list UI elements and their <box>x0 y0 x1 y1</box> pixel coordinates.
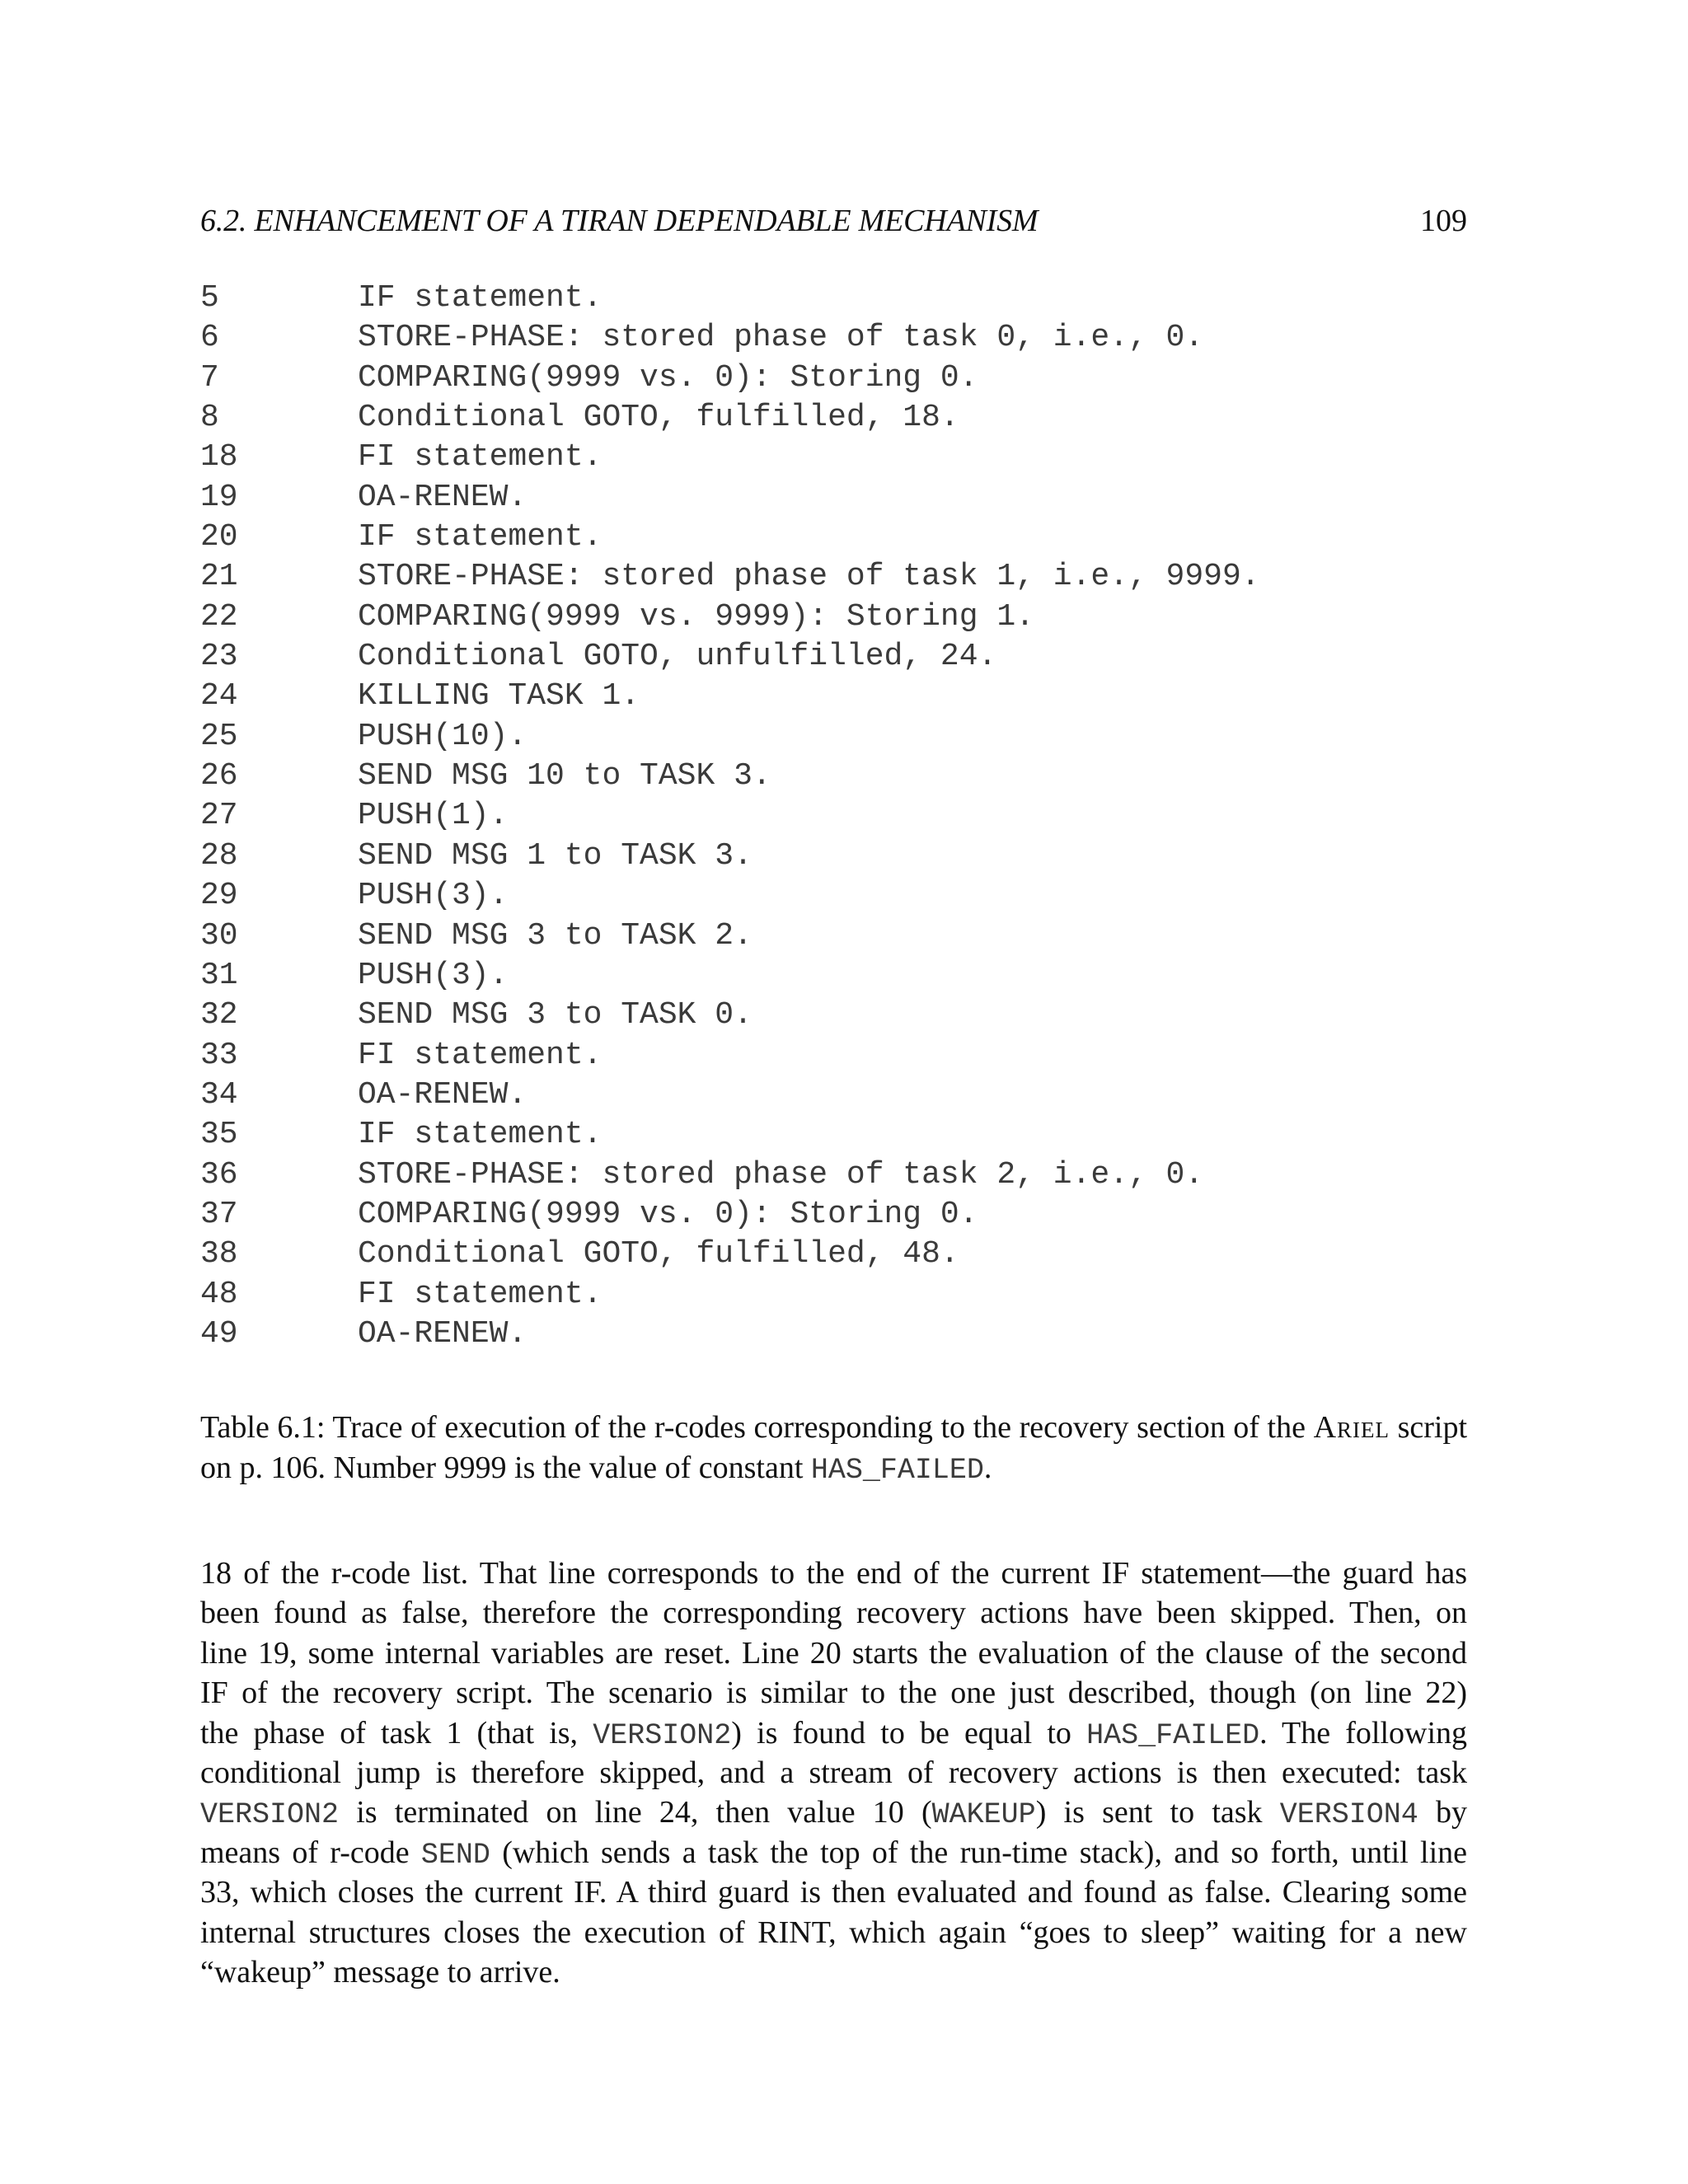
body-text-fragment: means of r-code <box>200 1835 410 1870</box>
caption-ariel: Ariel <box>1313 1410 1390 1445</box>
trace-rcode-text: OA-RENEW. <box>358 1076 528 1113</box>
trace-line-number: 37 <box>200 1196 238 1232</box>
trace-rcode-text: PUSH(10). <box>358 718 528 754</box>
trace-line-number: 18 <box>200 439 238 476</box>
body-line: been found as false, therefore the corresponding recovery actions have been skipped. Then, on <box>200 1596 1467 1631</box>
execution-trace-table <box>200 279 1486 1354</box>
trace-row <box>200 518 1486 557</box>
chapter-section-title: 6.2. ENHANCEMENT OF A TIRAN DEPENDABLE MECHANISM <box>200 204 1039 238</box>
trace-rcode-text: FI statement. <box>358 439 603 476</box>
trace-line-number: 36 <box>200 1156 238 1193</box>
code-version2: VERSION2 <box>593 1718 732 1752</box>
trace-rcode-text: IF statement. <box>358 519 603 555</box>
running-header <box>200 201 1467 241</box>
trace-line-number: 19 <box>200 479 238 515</box>
trace-row <box>200 359 1486 398</box>
code-version4: VERSION4 <box>1279 1798 1418 1832</box>
page-number: 109 <box>1420 204 1467 238</box>
trace-line-number: 5 <box>200 280 219 316</box>
trace-line-number: 27 <box>200 798 238 834</box>
trace-row <box>200 837 1486 876</box>
body-text-fragment: . The following <box>1259 1715 1468 1750</box>
trace-row <box>200 677 1486 716</box>
trace-line-number: 49 <box>200 1315 238 1352</box>
code-version2: VERSION2 <box>200 1798 340 1832</box>
trace-line-number: 32 <box>200 997 238 1033</box>
trace-row <box>200 1235 1486 1274</box>
trace-row <box>200 1076 1486 1115</box>
trace-line-number: 21 <box>200 559 238 595</box>
trace-row <box>200 1275 1486 1315</box>
trace-line-number: 23 <box>200 639 238 675</box>
body-line <box>200 1793 1467 1832</box>
trace-row <box>200 438 1486 477</box>
trace-rcode-text: SEND MSG 3 to TASK 0. <box>358 997 753 1033</box>
code-has-failed: HAS_FAILED <box>1086 1718 1260 1752</box>
trace-rcode-text: OA-RENEW. <box>358 1315 528 1352</box>
caption-text: Table 6.1: Trace of execution of the r-codes corresponding to the recovery section of the <box>200 1410 1306 1445</box>
trace-line-number: 48 <box>200 1276 238 1312</box>
trace-row <box>200 996 1486 1035</box>
trace-rcode-text: IF statement. <box>358 280 603 316</box>
trace-row <box>200 1195 1486 1235</box>
trace-line-number: 22 <box>200 598 238 635</box>
trace-row <box>200 557 1486 597</box>
caption-period: . <box>983 1451 992 1485</box>
trace-line-number: 6 <box>200 320 219 356</box>
caption-text-2: script on p. 106. Number 9999 is the value of constant <box>200 1410 1468 1485</box>
trace-rcode-text: FI statement. <box>358 1276 603 1312</box>
caption-constant: HAS_FAILED <box>810 1454 984 1487</box>
body-line: 18 of the r-code list. That line corresponds to the end of the current IF statement—the guard has <box>200 1556 1467 1591</box>
trace-rcode-text: COMPARING(9999 vs. 0): Storing 0. <box>358 1196 978 1232</box>
body-text-fragment: ) is found to be equal to <box>731 1715 1071 1750</box>
body-text-fragment: by <box>1436 1795 1468 1830</box>
body-line: internal structures closes the execution of RINT, which again “goes to sleep” waiting for a new <box>200 1915 1467 1950</box>
trace-line-number: 28 <box>200 837 238 874</box>
trace-row <box>200 1036 1486 1076</box>
trace-rcode-text: PUSH(3). <box>358 957 509 993</box>
table-caption <box>200 1408 1467 1491</box>
trace-line-number: 24 <box>200 678 238 715</box>
trace-line-number: 31 <box>200 957 238 993</box>
body-line <box>200 1833 1467 1872</box>
trace-line-number: 35 <box>200 1117 238 1153</box>
trace-rcode-text: COMPARING(9999 vs. 9999): Storing 1. <box>358 598 1034 635</box>
body-line: “wakeup” message to arrive. <box>200 1954 560 1990</box>
trace-line-number: 20 <box>200 519 238 555</box>
trace-line-number: 7 <box>200 359 219 396</box>
trace-rcode-text: KILLING TASK 1. <box>358 678 640 715</box>
trace-row <box>200 398 1486 438</box>
trace-rcode-text: IF statement. <box>358 1117 603 1153</box>
trace-rcode-text: SEND MSG 1 to TASK 3. <box>358 837 753 874</box>
body-text-fragment: ) is sent to task <box>1035 1795 1263 1830</box>
body-line: 33, which closes the current IF. A third guard is then evaluated and found as false. Clearing some <box>200 1875 1467 1910</box>
trace-rcode-text: STORE-PHASE: stored phase of task 1, i.e., 9999. <box>358 559 1260 595</box>
trace-rcode-text: PUSH(3). <box>358 878 509 914</box>
trace-line-number: 29 <box>200 878 238 914</box>
body-line <box>200 1713 1467 1753</box>
trace-rcode-text: Conditional GOTO, fulfilled, 48. <box>358 1236 959 1272</box>
trace-rcode-text: COMPARING(9999 vs. 0): Storing 0. <box>358 359 978 396</box>
trace-line-number: 8 <box>200 400 219 436</box>
trace-rcode-text: Conditional GOTO, fulfilled, 18. <box>358 400 959 436</box>
trace-line-number: 33 <box>200 1037 238 1073</box>
trace-row <box>200 1115 1486 1155</box>
trace-rcode-text: SEND MSG 10 to TASK 3. <box>358 758 771 794</box>
trace-rcode-text: Conditional GOTO, unfulfilled, 24. <box>358 639 997 675</box>
trace-rcode-text: PUSH(1). <box>358 798 509 834</box>
trace-row <box>200 279 1486 318</box>
trace-row <box>200 876 1486 916</box>
body-line: conditional jump is therefore skipped, and a stream of recovery actions is then executed: task <box>200 1755 1467 1790</box>
body-text-fragment: the phase of task 1 (that is, <box>200 1715 579 1750</box>
trace-row <box>200 916 1486 956</box>
trace-line-number: 38 <box>200 1236 238 1272</box>
body-text-fragment: is terminated on line 24, then value 10 ( <box>356 1795 932 1830</box>
trace-row <box>200 318 1486 358</box>
trace-row <box>200 796 1486 836</box>
trace-rcode-text: SEND MSG 3 to TASK 2. <box>358 917 753 954</box>
trace-rcode-text: STORE-PHASE: stored phase of task 2, i.e., 0. <box>358 1156 1204 1193</box>
body-line: line 19, some internal variables are reset. Line 20 starts the evaluation of the clause of the second <box>200 1635 1467 1671</box>
body-paragraph <box>200 1554 1467 1992</box>
trace-rcode-text: STORE-PHASE: stored phase of task 0, i.e., 0. <box>358 320 1204 356</box>
trace-row <box>200 757 1486 796</box>
trace-row <box>200 956 1486 996</box>
code-send: SEND <box>420 1838 490 1872</box>
trace-rcode-text: OA-RENEW. <box>358 479 528 515</box>
trace-line-number: 30 <box>200 917 238 954</box>
trace-row <box>200 717 1486 757</box>
body-text-fragment: (which sends a task the top of the run-time stack), and so forth, until line <box>502 1835 1468 1870</box>
trace-line-number: 34 <box>200 1076 238 1113</box>
trace-row <box>200 1155 1486 1195</box>
trace-rcode-text: FI statement. <box>358 1037 603 1073</box>
body-line: IF of the recovery script. The scenario is similar to the one just described, though (on line 22) <box>200 1675 1467 1711</box>
trace-row <box>200 637 1486 677</box>
trace-row <box>200 478 1486 518</box>
trace-line-number: 25 <box>200 718 238 754</box>
trace-row <box>200 598 1486 637</box>
trace-row <box>200 1315 1486 1354</box>
code-wakeup: WAKEUP <box>931 1798 1036 1832</box>
trace-line-number: 26 <box>200 758 238 794</box>
